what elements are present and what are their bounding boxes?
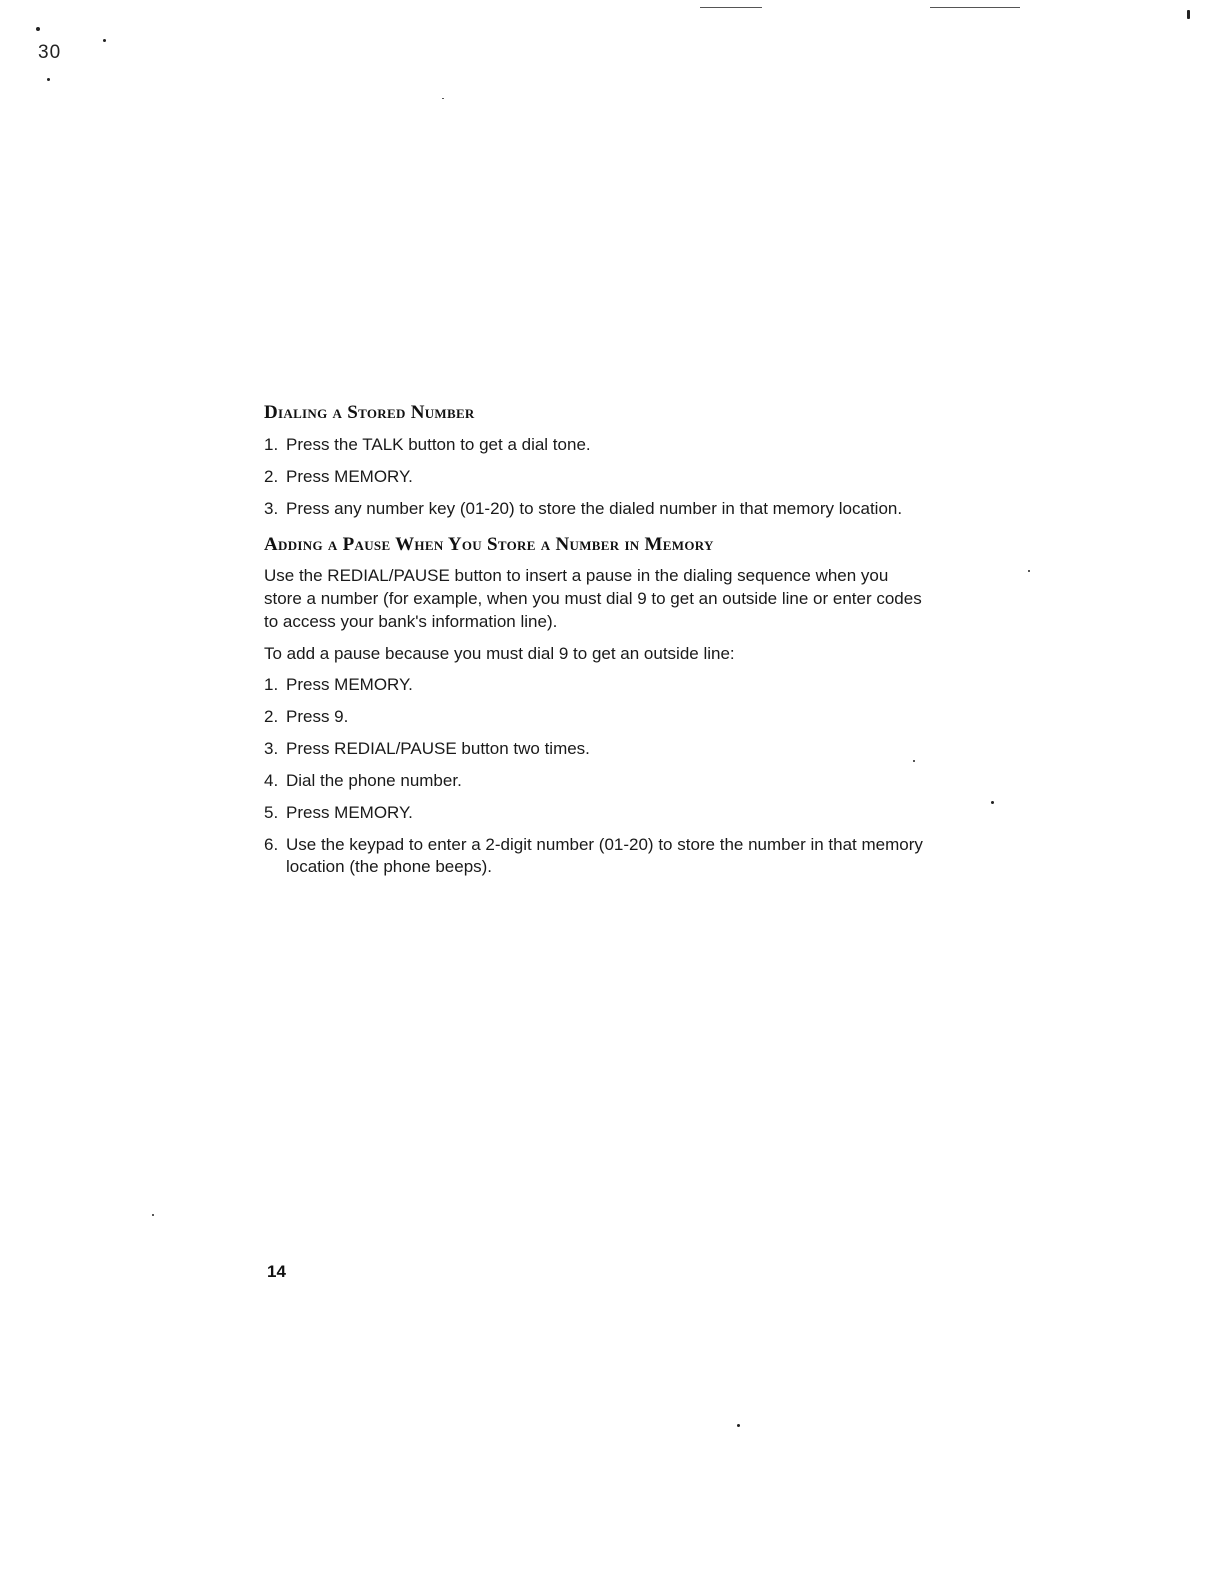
- step-text: Press REDIAL/PAUSE button two times.: [286, 739, 590, 758]
- list-item: [264, 674, 924, 696]
- pause-intro-paragraph: Use the REDIAL/PAUSE button to insert a pause in the dialing sequence when you store a number (for example, when you must dial 9 to get an outside line or enter codes to access your bank's information line).: [264, 566, 922, 631]
- section-heading-adding-pause: Adding a Pause When You Store a Number in Memory: [264, 534, 714, 555]
- list-item: [264, 466, 924, 488]
- scan-line: [442, 98, 444, 99]
- step-number: 1.: [264, 675, 279, 694]
- manual-content: [264, 402, 924, 888]
- corner-mark: 30: [38, 42, 62, 63]
- step-text: Press MEMORY.: [286, 675, 413, 694]
- step-text: Dial the phone number.: [286, 771, 462, 790]
- step-text: Press any number key (01-20) to store the dialed number in that memory location.: [286, 499, 903, 518]
- step-number: 3.: [264, 739, 279, 758]
- step-number: 6.: [264, 835, 279, 854]
- section-heading-dialing-stored-number: Dialing a Stored Number: [264, 402, 475, 423]
- step-text: Press MEMORY.: [286, 803, 413, 822]
- scan-speck: [152, 1214, 154, 1216]
- page-number: 14: [267, 1262, 286, 1281]
- list-item: [264, 770, 924, 792]
- dialing-steps-list: [264, 434, 924, 520]
- scan-speck: [1028, 570, 1030, 572]
- scan-speck: [737, 1424, 740, 1427]
- pause-steps-list: [264, 674, 924, 878]
- scan-speck: [991, 801, 994, 804]
- scan-line: [700, 7, 762, 8]
- step-text: Press the TALK button to get a dial tone.: [286, 435, 591, 454]
- list-item: [264, 834, 924, 878]
- pause-lead-paragraph: To add a pause because you must dial 9 to get an outside line:: [264, 644, 735, 663]
- step-number: 3.: [264, 499, 279, 518]
- step-number: 2.: [264, 707, 279, 726]
- scan-speck: [103, 39, 106, 42]
- step-number: 4.: [264, 771, 279, 790]
- scan-speck: [1187, 10, 1190, 19]
- list-item: [264, 498, 924, 520]
- list-item: [264, 802, 924, 824]
- list-item: [264, 434, 924, 456]
- scan-line: [930, 7, 1020, 8]
- step-text: Use the keypad to enter a 2-digit number (01-20) to store the number in that memory location (the phone beeps).: [286, 835, 923, 876]
- scan-speck: [47, 78, 50, 81]
- step-text: Press 9.: [286, 707, 349, 726]
- step-number: 5.: [264, 803, 279, 822]
- step-number: 2.: [264, 467, 279, 486]
- step-text: Press MEMORY.: [286, 467, 413, 486]
- list-item: [264, 706, 924, 728]
- scan-speck: [36, 27, 40, 31]
- step-number: 1.: [264, 435, 279, 454]
- list-item: [264, 738, 924, 760]
